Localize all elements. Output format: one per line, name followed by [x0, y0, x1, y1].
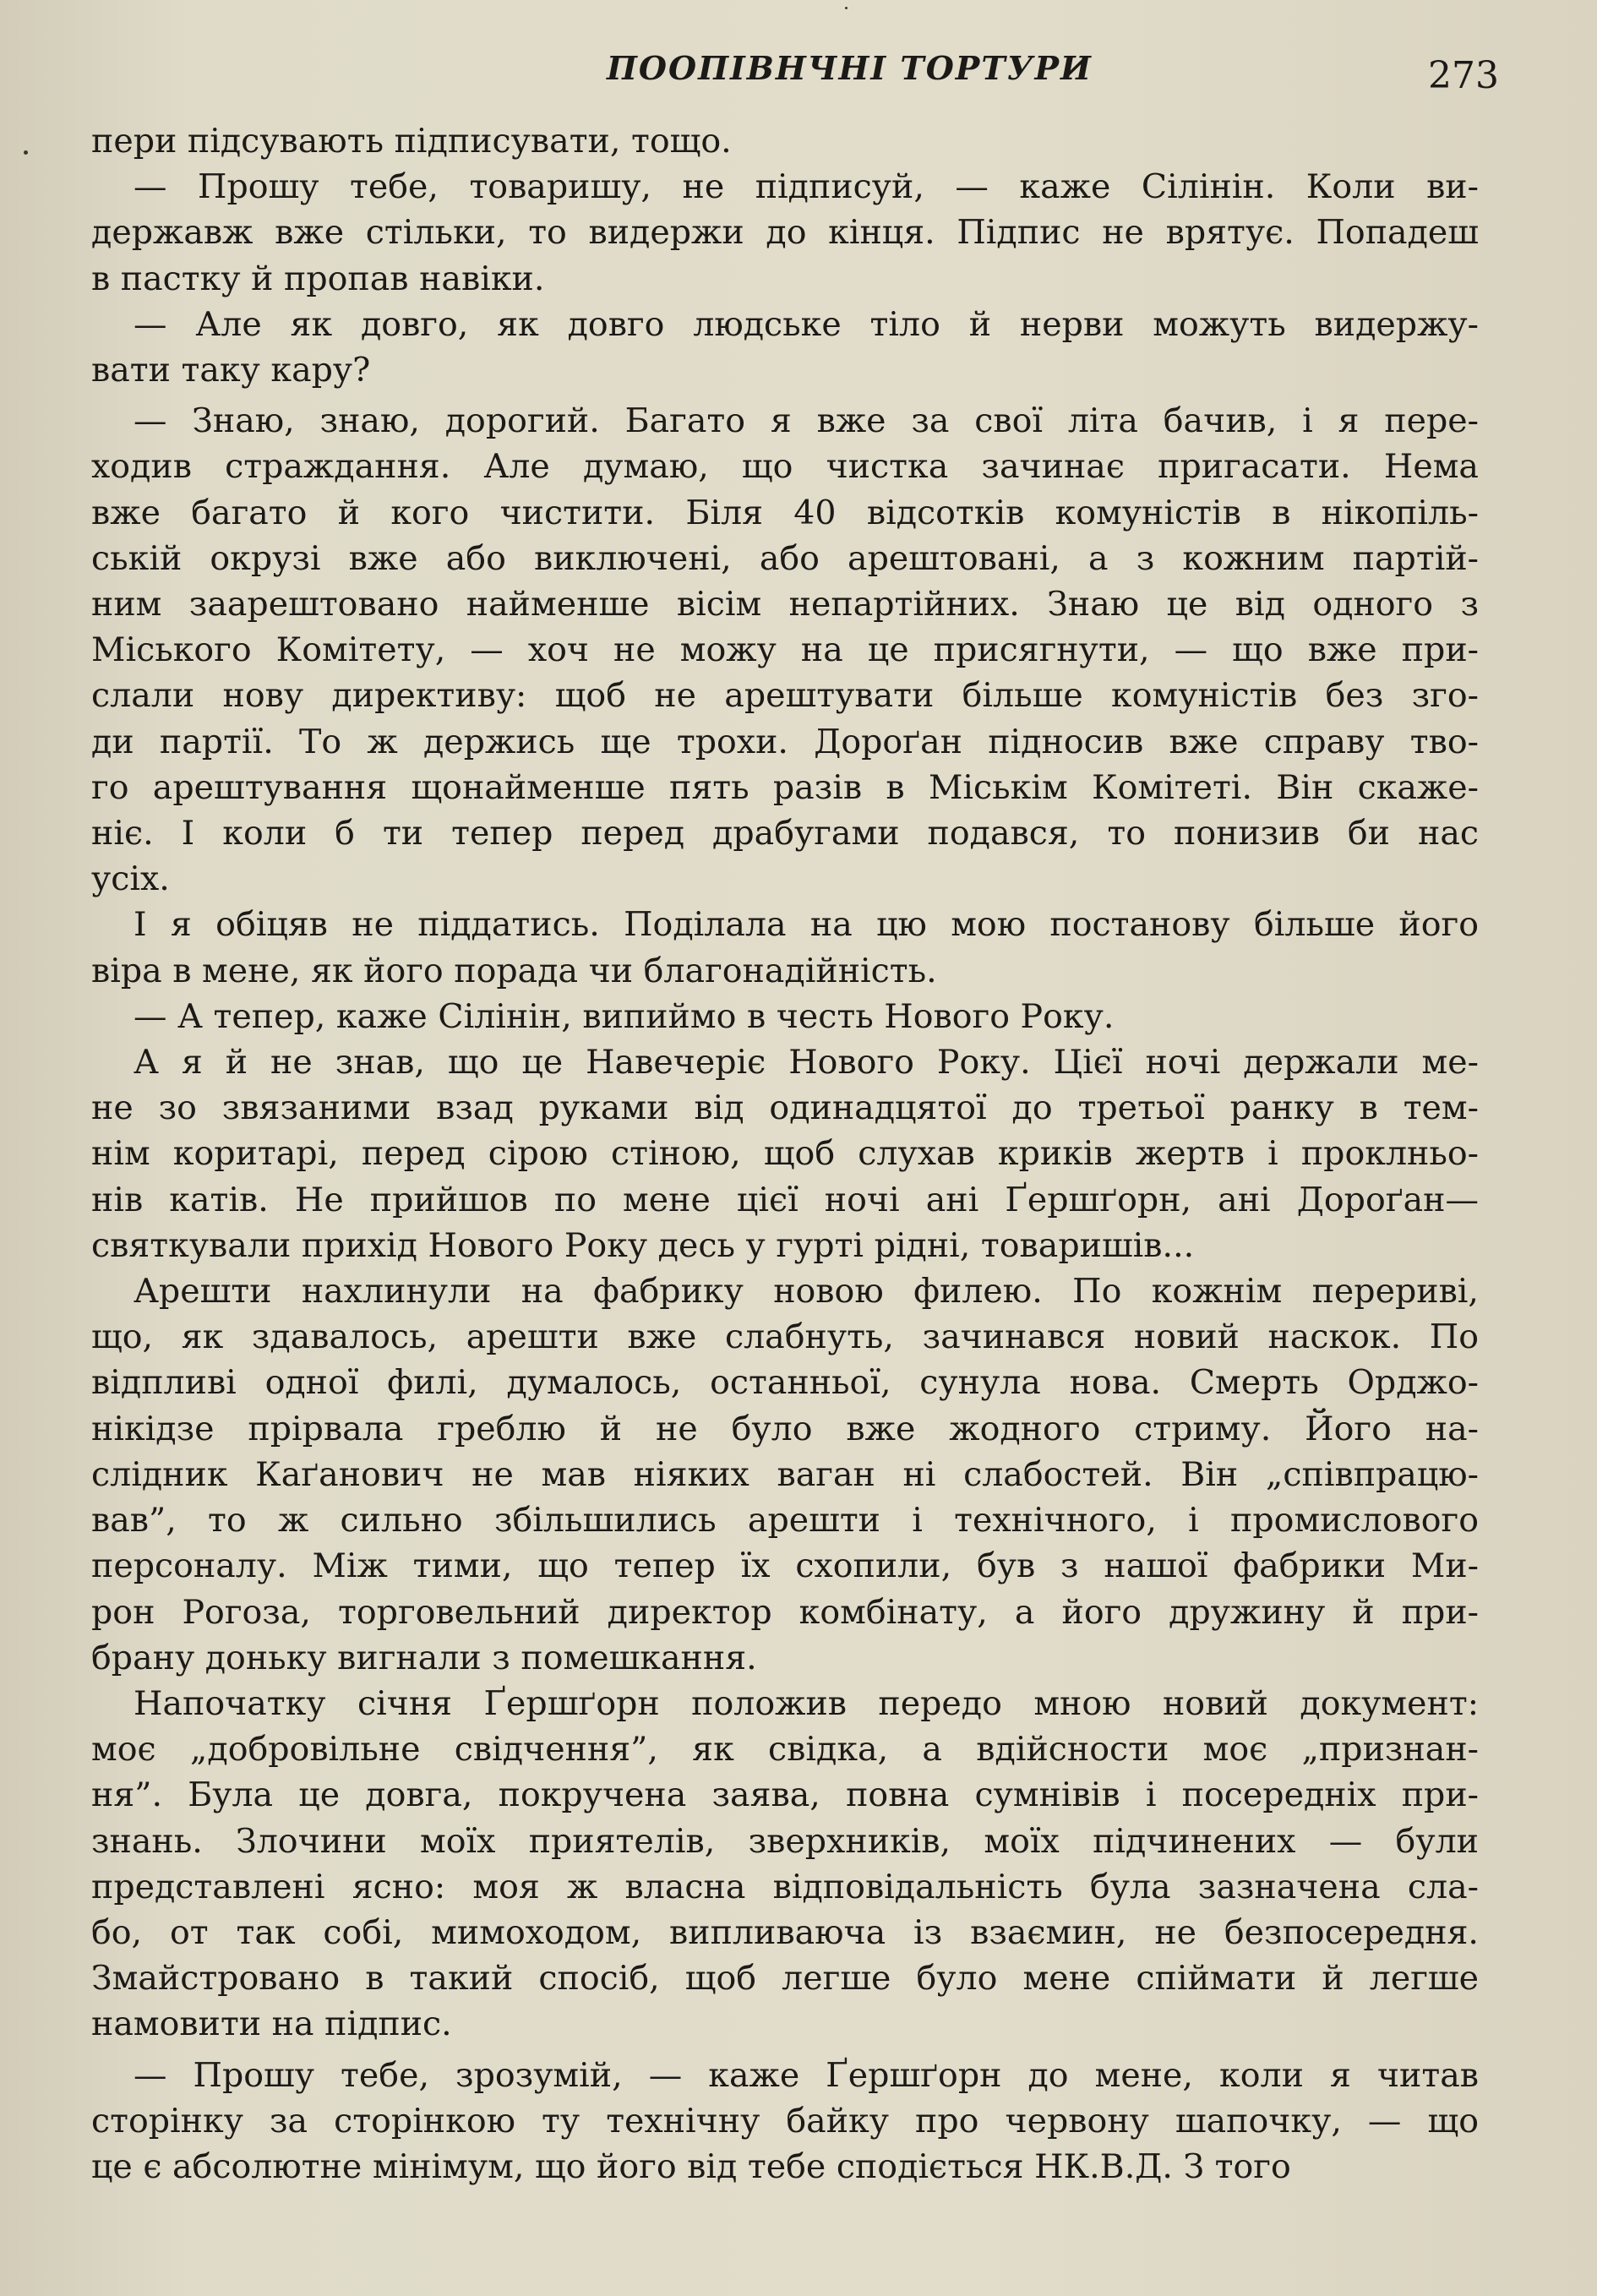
- text-line: це є абсолютне мінімум, що його від тебе сподіється НК.В.Д. З того: [91, 2146, 1291, 2186]
- text-line: відпливі одної филі, думалось, останньої, сунула нова. Смерть Орджо-: [91, 1363, 1479, 1403]
- running-title: ПООПІВНЧНІ ТОРТУРИ: [607, 49, 1093, 87]
- text-line: І я обіцяв не піддатись. Поділала на цю мою постанову більше його: [134, 905, 1479, 945]
- paragraph: [91, 902, 1479, 993]
- text-line: пери підсувають підписувати, тощо.: [91, 122, 732, 161]
- text-line: ним заарештовано найменше вісім непартійних. Знаю це від одного з: [91, 585, 1479, 624]
- text-line: Змайстровано в такий спосіб, щоб легше було мене спіймати й легше: [91, 1959, 1479, 1999]
- text-line: моє „добровільне свідчення”, як свідка, а вдійсности моє „признан-: [91, 1730, 1479, 1770]
- paragraph: [91, 164, 1479, 302]
- text-line: ди партії. То ж держись ще трохи. Дороґан підносив вже справу тво-: [91, 722, 1479, 761]
- text-line: в пастку й пропав навіки.: [91, 259, 545, 298]
- print-speck: [24, 150, 28, 155]
- text-line: намовити на підпис.: [91, 2004, 452, 2044]
- text-line: ській окрузі вже або виключені, або арештовані, а з кожним партій-: [91, 538, 1479, 578]
- print-speck: [845, 7, 848, 9]
- text-line: Напочатку січня Ґершґорн положив передо мною новий документ:: [134, 1683, 1479, 1723]
- text-line: — А тепер, каже Сілінін, випиймо в честь Нового Року.: [134, 996, 1115, 1036]
- text-line: слали нову директиву: щоб не арештувати більше комуністів без зго-: [91, 676, 1479, 716]
- text-line: знань. Злочини моїх приятелів, зверхників, моїх підчинених — були: [91, 1821, 1479, 1861]
- text-line: святкували прихід Нового Року десь у гурті рідні, товаришів...: [91, 1225, 1195, 1265]
- text-line: бо, от так собі, мимоходом, випливаюча із взаємин, не безпосередня.: [91, 1912, 1479, 1952]
- text-line: — Прошу тебе, зрозумій, — каже Ґершґорн до мене, коли я читав: [134, 2055, 1479, 2095]
- text-line: брану доньку вигнали з помешкання.: [91, 1638, 757, 1677]
- text-line: сторінку за сторінкою ту технічну байку про червону шапочку, — що: [91, 2101, 1479, 2141]
- text-line: представлені ясно: моя ж власна відповідальність була зазначена сла-: [91, 1867, 1479, 1906]
- text-line: слідник Каґанович не мав ніяких ваган ні слабостей. Він „співпрацю-: [91, 1454, 1479, 1494]
- paragraph: [91, 994, 1479, 1039]
- text-line: Арешти нахлинули на фабрику новою филею. По кожнім перериві,: [134, 1272, 1479, 1312]
- text-line: віра в мене, як його порада чи благонадійність.: [91, 951, 937, 990]
- text-line: вже багато й кого чистити. Біля 40 відсотків комуністів в нікопіль-: [91, 493, 1479, 532]
- text-line: ня”. Була це довга, покручена заява, повна сумнівів і посередніх при-: [91, 1775, 1479, 1815]
- paragraph: [91, 118, 1479, 164]
- paragraph: [91, 2053, 1479, 2190]
- text-line: персоналу. Між тими, що тепер їх схопили, був з нашої фабрики Ми-: [91, 1546, 1479, 1586]
- text-line: Міського Комітету, — хоч не можу на це присягнути, — що вже при-: [91, 630, 1479, 670]
- text-line: ніє. І коли б ти тепер перед драбугами подався, то понизив би нас: [91, 814, 1479, 854]
- text-line: вав”, то ж сильно збільшились арешти і технічного, і промислового: [91, 1501, 1479, 1541]
- text-line: рон Рогоза, торговельний директор комбінату, а його дружину й при-: [91, 1592, 1479, 1632]
- body-text: [91, 118, 1479, 2190]
- page-header: [0, 49, 1597, 100]
- text-line: ходив страждання. Але думаю, що чистка зачинає пригасати. Нема: [91, 447, 1479, 487]
- text-line: нім коритарі, перед сірою стіною, щоб слухав криків жертв і проклньо-: [91, 1134, 1479, 1174]
- paragraph: [91, 302, 1479, 393]
- paragraph: [91, 1039, 1479, 1268]
- text-line: вати таку кару?: [91, 351, 371, 390]
- text-line: усіх.: [91, 859, 170, 899]
- text-line: — Прошу тебе, товаришу, не підписуй, — каже Сілінін. Коли ви-: [134, 167, 1479, 207]
- text-line: нів катів. Не прийшов по мене цієї ночі ані Ґершґорн, ані Дороґан—: [91, 1180, 1479, 1219]
- paragraph: [91, 398, 1479, 902]
- text-line: нікідзе прірвала греблю й не було вже жодного стриму. Його на-: [91, 1409, 1479, 1448]
- paragraph: [91, 1268, 1479, 1681]
- text-line: що, як здавалось, арешти вже слабнуть, зачинався новий наскок. По: [91, 1317, 1479, 1357]
- text-line: А я й не знав, що це Навечеріє Нового Року. Цієї ночі держали ме-: [134, 1043, 1479, 1083]
- page-number: 273: [1428, 54, 1499, 97]
- text-line: державж вже стільки, то видержи до кінця. Підпис не врятує. Попадеш: [91, 213, 1479, 253]
- text-line: — Але як довго, як довго людське тіло й нерви можуть видержу-: [134, 304, 1479, 344]
- text-line: го арештування щонайменше пять разів в Міськім Комітеті. Він скаже-: [91, 767, 1479, 807]
- paragraph: [91, 1681, 1479, 2048]
- text-line: — Знаю, знаю, дорогий. Багато я вже за свої літа бачив, і я пере-: [134, 401, 1479, 441]
- text-line: не зо звязаними взад руками від одинадцятої до третьої ранку в тем-: [91, 1088, 1479, 1128]
